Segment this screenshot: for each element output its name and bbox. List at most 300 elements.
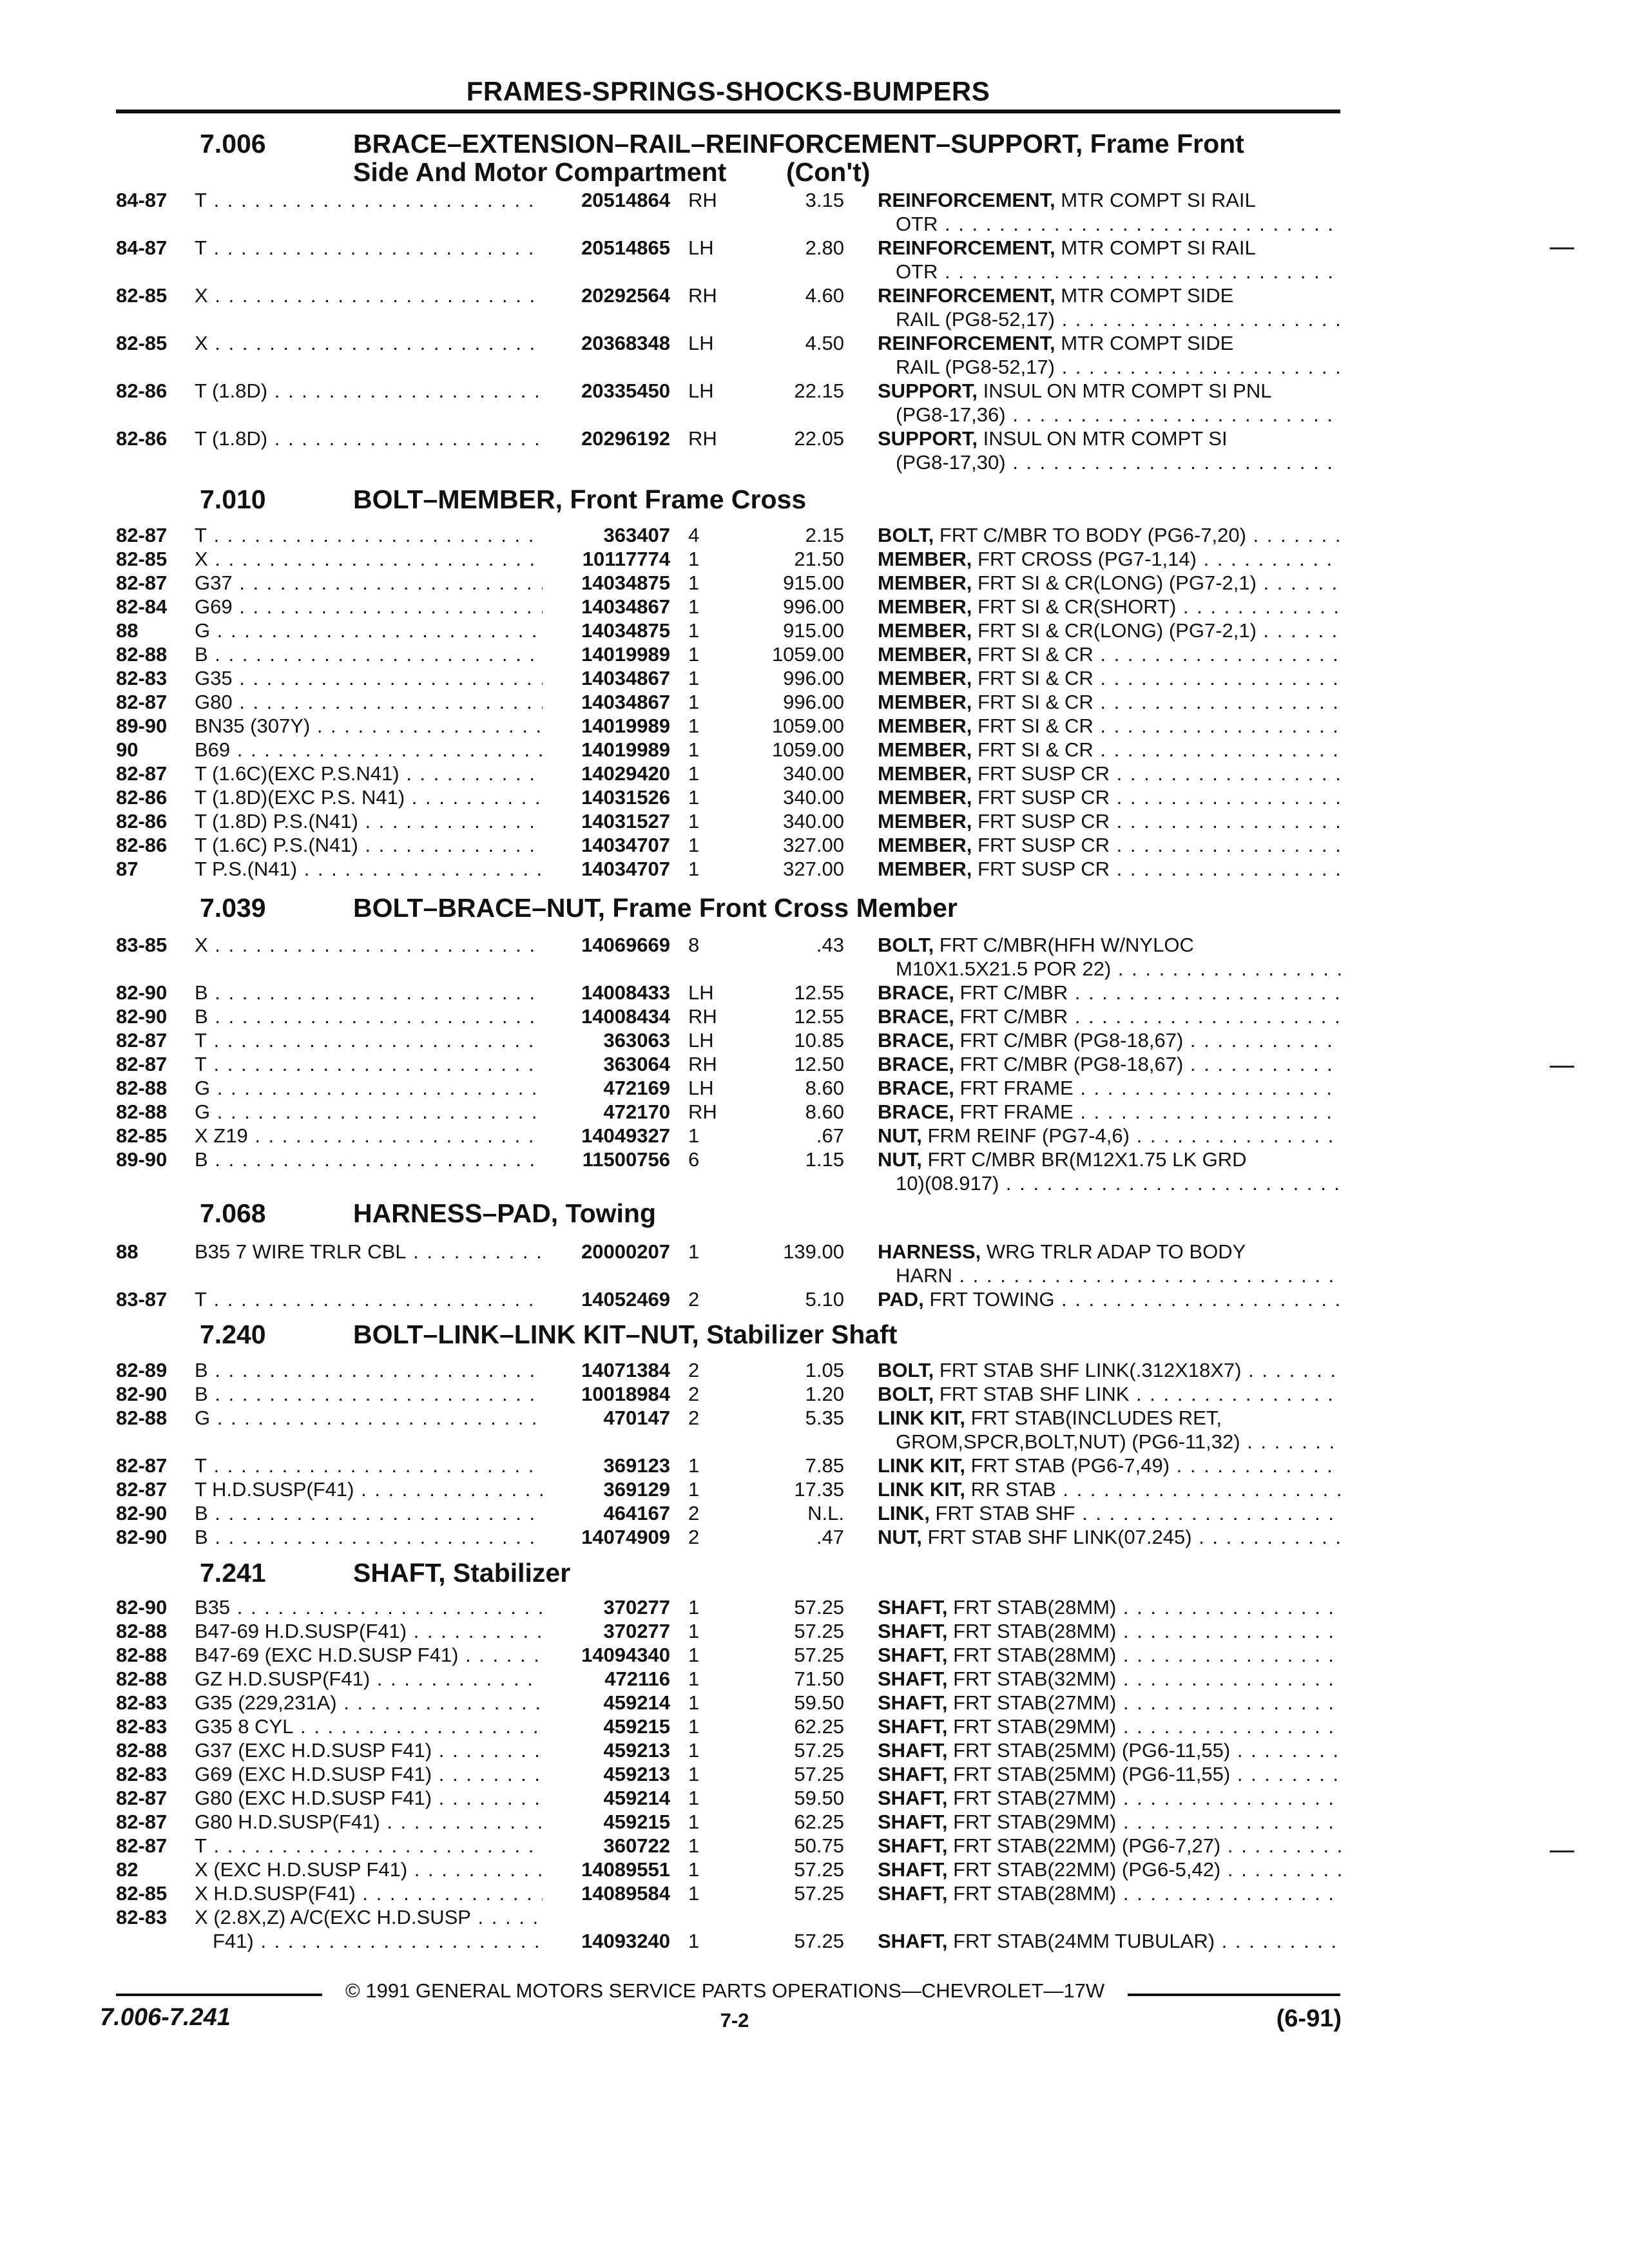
- part-number: 14094340: [581, 1644, 670, 1666]
- quantity-or-side: LH: [688, 981, 714, 1004]
- model-years: 82-88: [116, 1077, 168, 1099]
- quantity-or-side: 1: [688, 691, 700, 713]
- part-name: [878, 714, 1342, 738]
- part-number: 14089584: [581, 1882, 670, 1905]
- model-years: 82-87: [116, 1787, 168, 1809]
- part-name: [878, 284, 1342, 308]
- part-name-keyword: SHAFT,: [878, 1739, 948, 1762]
- model-years: 82-90: [116, 981, 168, 1004]
- model-years: 90: [116, 738, 139, 761]
- list-price: 327.00: [783, 834, 844, 856]
- part-name-detail: MTR COMPT SI RAIL: [1055, 236, 1256, 259]
- list-price: 12.55: [794, 1005, 844, 1028]
- list-price: 1.15: [805, 1148, 844, 1171]
- quantity-or-side: LH: [688, 236, 714, 259]
- model-years: 82-87: [116, 1478, 168, 1501]
- part-row: [0, 1004, 1629, 1030]
- model-description: G35 . . .: [195, 666, 543, 691]
- list-price: 340.00: [783, 786, 844, 809]
- model-years: 82-83: [116, 1763, 168, 1785]
- part-name-keyword: SHAFT,: [878, 1596, 948, 1619]
- part-name-detail: FRT STAB(22MM) (PG6-5,42) . . .: [948, 1858, 1342, 1881]
- model-description: T . . .: [195, 1028, 543, 1053]
- part-name-keyword: REINFORCEMENT,: [878, 236, 1055, 259]
- model-years: 82-85: [116, 548, 168, 570]
- part-name-keyword: BOLT,: [878, 934, 934, 956]
- list-price: 12.50: [794, 1053, 844, 1075]
- part-number: 14052469: [581, 1288, 670, 1311]
- model-description: X (EXC H.D.SUSP F41) . . .: [195, 1858, 543, 1882]
- part-row: [0, 188, 1629, 235]
- list-price: 4.60: [805, 284, 844, 307]
- part-number: 14008434: [581, 1005, 670, 1028]
- part-name-detail: MTR COMPT SI RAIL: [1055, 189, 1256, 211]
- part-name: [878, 1810, 1342, 1834]
- model-years: 82-90: [116, 1526, 168, 1548]
- part-name-keyword: MEMBER,: [878, 691, 972, 713]
- quantity-or-side: 1: [688, 1454, 700, 1477]
- part-name-detail: FRT STAB(28MM) . . .: [948, 1596, 1342, 1619]
- quantity-or-side: 1: [688, 1478, 700, 1501]
- quantity-or-side: 1: [688, 1667, 700, 1690]
- model-years: 82-87: [116, 524, 168, 546]
- part-name: [878, 1454, 1342, 1478]
- part-name-keyword: REINFORCEMENT,: [878, 189, 1055, 211]
- part-name-detail: FRT STAB SHF . . .: [930, 1502, 1342, 1524]
- model-years: 82-87: [116, 1454, 168, 1477]
- list-price: 59.50: [794, 1691, 844, 1714]
- model-years: 82-85: [116, 1882, 168, 1905]
- part-name-detail: WRG TRLR ADAP TO BODY: [981, 1240, 1246, 1263]
- quantity-or-side: 2: [688, 1526, 700, 1548]
- part-name-keyword: MEMBER,: [878, 738, 972, 761]
- section-number: 7.241: [200, 1558, 266, 1588]
- part-name: [878, 1358, 1342, 1383]
- part-name-detail: FRT SI & CR . . .: [972, 715, 1342, 737]
- list-price: 22.05: [794, 427, 844, 450]
- list-price: 1059.00: [771, 715, 844, 737]
- model-years: 82-85: [116, 1124, 168, 1147]
- part-row: [0, 1667, 1629, 1693]
- list-price: 57.25: [794, 1620, 844, 1642]
- list-price: 17.35: [794, 1478, 844, 1501]
- list-price: 340.00: [783, 762, 844, 785]
- part-row: [0, 1905, 1629, 1952]
- quantity-or-side: LH: [688, 1029, 714, 1052]
- quantity-or-side: 1: [688, 786, 700, 809]
- part-row: [0, 1786, 1629, 1812]
- part-row: [0, 595, 1629, 620]
- part-name-detail: FRT C/MBR BR(M12X1.75 LK GRD: [921, 1148, 1247, 1171]
- part-name: [878, 666, 1342, 691]
- quantity-or-side: 1: [688, 1240, 700, 1263]
- quantity-or-side: RH: [688, 1100, 717, 1123]
- list-price: 5.10: [805, 1288, 844, 1311]
- part-name: [878, 1287, 1342, 1312]
- part-name-keyword: MEMBER,: [878, 834, 972, 856]
- part-name: [878, 1477, 1342, 1502]
- part-name-detail: FRT SI & CR(LONG) (PG7-2,1) . . .: [972, 572, 1342, 594]
- part-name-continued: GROM,SPCR,BOLT,NUT) (PG6-11,32) . . .: [896, 1430, 1342, 1454]
- part-name-keyword: BRACE,: [878, 1029, 954, 1052]
- quantity-or-side: 1: [688, 858, 700, 880]
- list-price: 62.25: [794, 1715, 844, 1738]
- part-name: [878, 331, 1342, 356]
- quantity-or-side: 1: [688, 595, 700, 618]
- part-number: 11500756: [582, 1148, 670, 1171]
- model-description: T (1.8D) P.S.(N41) . . .: [195, 809, 543, 834]
- part-name-keyword: LINK KIT,: [878, 1407, 966, 1429]
- part-row: [0, 1858, 1629, 1883]
- part-name-keyword: SHAFT,: [878, 1882, 948, 1905]
- model-years: 84-87: [116, 236, 168, 259]
- part-name-keyword: BOLT,: [878, 524, 934, 546]
- part-name-detail: FRT STAB(25MM) (PG6-11,55) . . .: [948, 1739, 1342, 1762]
- quantity-or-side: 1: [688, 1930, 700, 1952]
- quantity-or-side: 1: [688, 572, 700, 594]
- model-years: 88: [116, 1240, 139, 1263]
- part-name-detail: FRT SI & CR . . .: [972, 667, 1342, 689]
- list-price: 50.75: [794, 1834, 844, 1857]
- part-number: 369123: [603, 1454, 670, 1477]
- quantity-or-side: RH: [688, 1005, 717, 1028]
- part-row: [0, 1406, 1629, 1453]
- model-years: 82-90: [116, 1502, 168, 1524]
- part-name: [878, 1619, 1342, 1644]
- model-years: 82-90: [116, 1383, 168, 1405]
- part-name-keyword: MEMBER,: [878, 810, 972, 832]
- model-years: 82-88: [116, 1100, 168, 1123]
- list-price: 12.55: [794, 981, 844, 1004]
- part-number: 10018984: [581, 1383, 670, 1405]
- part-name-keyword: NUT,: [878, 1526, 922, 1548]
- part-row: [0, 331, 1629, 378]
- part-name-detail: FRT STAB(INCLUDES RET,: [965, 1407, 1222, 1429]
- part-name-keyword: SHAFT,: [878, 1667, 948, 1690]
- list-price: 996.00: [783, 595, 844, 618]
- part-name-detail: FRT C/MBR TO BODY (PG6-7,20) . . .: [934, 524, 1342, 546]
- list-price: 3.15: [805, 189, 844, 211]
- list-price: 57.25: [794, 1882, 844, 1905]
- section-title: BOLT–LINK–LINK KIT–NUT, Stabilizer Shaft: [353, 1320, 898, 1349]
- part-name-detail: FRT SUSP CR . . .: [972, 786, 1342, 809]
- model-description: G69 (EXC H.D.SUSP F41) . . .: [195, 1762, 543, 1787]
- part-name-detail: FRT FRAME . . .: [954, 1100, 1342, 1123]
- part-name-keyword: MEMBER,: [878, 643, 972, 666]
- model-description: G69 . . .: [195, 595, 543, 619]
- part-name: [878, 547, 1342, 572]
- model-description: G37 . . .: [195, 571, 543, 595]
- part-number: 14034707: [581, 834, 670, 856]
- part-name-keyword: LINK KIT,: [878, 1454, 966, 1477]
- part-row: [0, 1477, 1629, 1503]
- part-name-detail: FRT STAB(29MM) . . .: [948, 1715, 1342, 1738]
- part-name-detail: FRT FRAME . . .: [954, 1077, 1342, 1099]
- model-description: G37 (EXC H.D.SUSP F41) . . .: [195, 1738, 543, 1763]
- part-name: [878, 1929, 1342, 1954]
- list-price: 915.00: [783, 572, 844, 594]
- part-row: [0, 690, 1629, 716]
- part-number: 14019989: [581, 643, 670, 666]
- model-description: G35 (229,231A) . . .: [195, 1691, 543, 1715]
- model-description: G80 (EXC H.D.SUSP F41) . . .: [195, 1786, 543, 1811]
- list-price: .47: [816, 1526, 844, 1548]
- part-number: 14071384: [581, 1359, 670, 1381]
- model-description: B47-69 H.D.SUSP(F41) . . .: [195, 1619, 543, 1644]
- part-row: [0, 738, 1629, 764]
- part-name: [878, 1004, 1342, 1029]
- part-name: [878, 1052, 1342, 1077]
- quantity-or-side: RH: [688, 189, 717, 211]
- part-name-keyword: MEMBER,: [878, 786, 972, 809]
- part-name-detail: FRM REINF (PG7-4,6) . . .: [922, 1124, 1342, 1147]
- list-price: 327.00: [783, 858, 844, 880]
- part-name: [878, 1240, 1342, 1264]
- part-name-detail: FRT C/MBR . . .: [954, 1005, 1342, 1028]
- quantity-or-side: 1: [688, 1596, 700, 1619]
- part-name-detail: MTR COMPT SIDE: [1055, 284, 1234, 307]
- section-title: HARNESS–PAD, Towing: [353, 1198, 656, 1228]
- part-name-keyword: BOLT,: [878, 1383, 934, 1405]
- part-name: [878, 762, 1342, 786]
- list-price: 2.15: [805, 524, 844, 546]
- quantity-or-side: 2: [688, 1288, 700, 1311]
- part-number: 20296192: [581, 427, 670, 450]
- part-number: 459213: [603, 1763, 670, 1785]
- section-title: BOLT–MEMBER, Front Frame Cross: [353, 485, 807, 514]
- list-price: 1.05: [805, 1359, 844, 1381]
- part-number: 14074909: [581, 1526, 670, 1548]
- model-description: T (1.6C)(EXC P.S.N41) . . .: [195, 762, 543, 786]
- part-row: [0, 1501, 1629, 1527]
- part-name-keyword: BRACE,: [878, 1053, 954, 1075]
- model-years: 87: [116, 858, 139, 880]
- part-number: 14031526: [581, 786, 670, 809]
- part-name-keyword: SHAFT,: [878, 1691, 948, 1714]
- part-row: [0, 619, 1629, 644]
- part-name-keyword: BRACE,: [878, 1077, 954, 1099]
- part-row: [0, 1100, 1629, 1126]
- part-name-detail: FRT SUSP CR . . .: [972, 762, 1342, 785]
- model-years: 82-87: [116, 1834, 168, 1857]
- model-description: X H.D.SUSP(F41) . . .: [195, 1881, 543, 1906]
- model-description: B69 . . .: [195, 738, 543, 762]
- list-price: 5.35: [805, 1407, 844, 1429]
- part-number: 459214: [603, 1787, 670, 1809]
- quantity-or-side: 1: [688, 1691, 700, 1714]
- part-row: [0, 762, 1629, 787]
- part-name-keyword: SUPPORT,: [878, 380, 978, 402]
- part-row: [0, 1810, 1629, 1836]
- part-row: [0, 1052, 1629, 1078]
- part-name-keyword: MEMBER,: [878, 858, 972, 880]
- list-price: 915.00: [783, 619, 844, 642]
- model-years: 82-87: [116, 1053, 168, 1075]
- model-years: 82-86: [116, 810, 168, 832]
- list-price: 59.50: [794, 1787, 844, 1809]
- quantity-or-side: 1: [688, 548, 700, 570]
- part-name-keyword: MEMBER,: [878, 762, 972, 785]
- part-row: [0, 1028, 1629, 1054]
- part-number: 14069669: [581, 934, 670, 956]
- margin-mark: [1550, 247, 1574, 249]
- part-row: [0, 1454, 1629, 1479]
- model-years: 82-90: [116, 1596, 168, 1619]
- footer-copyright: © 1991 GENERAL MOTORS SERVICE PARTS OPERATIONS—CHEVROLET—17W: [345, 1979, 1105, 2002]
- model-years: 89-90: [116, 1148, 168, 1171]
- part-name-keyword: SHAFT,: [878, 1644, 948, 1666]
- part-name: [878, 427, 1342, 451]
- part-number: 14093240: [581, 1930, 670, 1952]
- model-description: B . . .: [195, 1525, 543, 1550]
- part-name-keyword: NUT,: [878, 1124, 922, 1147]
- model-years: 82-88: [116, 1667, 168, 1690]
- part-number: 10117774: [582, 548, 670, 570]
- part-row: [0, 1124, 1629, 1149]
- model-description: X . . .: [195, 933, 543, 957]
- part-row: [0, 809, 1629, 835]
- quantity-or-side: 1: [688, 1124, 700, 1147]
- model-description: T P.S.(N41) . . .: [195, 857, 543, 881]
- quantity-or-side: 1: [688, 738, 700, 761]
- part-row: [0, 1881, 1629, 1907]
- section-title: SHAFT, Stabilizer: [353, 1558, 571, 1588]
- part-row: [0, 1715, 1629, 1740]
- quantity-or-side: 2: [688, 1359, 700, 1381]
- model-years: 82-83: [116, 1715, 168, 1738]
- footer-page-number: 7-2: [720, 2009, 749, 2032]
- part-name-detail: FRT SUSP CR . . .: [972, 858, 1342, 880]
- list-price: 21.50: [794, 548, 844, 570]
- model-years: 82-86: [116, 427, 168, 450]
- part-name-keyword: SHAFT,: [878, 1763, 948, 1785]
- section-number: 7.240: [200, 1320, 266, 1349]
- part-name-keyword: MEMBER,: [878, 619, 972, 642]
- part-number: 459213: [603, 1739, 670, 1762]
- part-name: [878, 1501, 1342, 1526]
- footer-date: (6-91): [1276, 2005, 1342, 2032]
- model-description: T . . .: [195, 1834, 543, 1858]
- quantity-or-side: 1: [688, 619, 700, 642]
- part-name-keyword: SHAFT,: [878, 1834, 948, 1857]
- list-price: 996.00: [783, 691, 844, 713]
- part-row: [0, 1595, 1629, 1621]
- part-name-detail: FRT STAB(25MM) (PG6-11,55) . . .: [948, 1763, 1342, 1785]
- part-number: 369129: [603, 1478, 670, 1501]
- part-row: [0, 666, 1629, 692]
- quantity-or-side: 1: [688, 810, 700, 832]
- part-name: [878, 833, 1342, 858]
- model-years: 82-86: [116, 380, 168, 402]
- part-number: 370277: [603, 1620, 670, 1642]
- model-description: T . . .: [195, 1454, 543, 1478]
- part-number: 464167: [603, 1502, 670, 1524]
- part-row: [0, 1691, 1629, 1716]
- part-number: 14029420: [581, 762, 670, 785]
- part-number: 363064: [603, 1053, 670, 1075]
- model-description: B . . .: [195, 1501, 543, 1526]
- model-description: X . . .: [195, 284, 543, 308]
- part-name: [878, 738, 1342, 762]
- part-row: [0, 1643, 1629, 1669]
- model-years: 82-86: [116, 786, 168, 809]
- model-description: G35 8 CYL . . .: [195, 1715, 543, 1739]
- model-description: T . . .: [195, 1052, 543, 1077]
- part-row: [0, 571, 1629, 597]
- list-price: 7.85: [805, 1454, 844, 1477]
- model-description: B . . .: [195, 1382, 543, 1407]
- model-description: X (2.8X,Z) A/C(EXC H.D.SUSP . . .: [195, 1905, 543, 1930]
- part-row: [0, 714, 1629, 740]
- list-price: 2.80: [805, 236, 844, 259]
- part-name-detail: FRT SI & CR . . .: [972, 738, 1342, 761]
- part-name: [878, 1382, 1342, 1407]
- part-name-keyword: HARNESS,: [878, 1240, 981, 1263]
- quantity-or-side: 1: [688, 762, 700, 785]
- part-name-detail: FRT STAB SHF LINK . . .: [934, 1383, 1342, 1405]
- part-name-keyword: SHAFT,: [878, 1858, 948, 1881]
- model-description: X . . .: [195, 547, 543, 572]
- model-description: T (1.6C) P.S.(N41) . . .: [195, 833, 543, 858]
- part-name: [878, 1643, 1342, 1667]
- part-row: [0, 1382, 1629, 1408]
- list-price: 22.15: [794, 380, 844, 402]
- section-number: 7.039: [200, 893, 266, 923]
- part-name-keyword: MEMBER,: [878, 667, 972, 689]
- part-number: 20292564: [581, 284, 670, 307]
- part-name-continued: RAIL (PG8-52,17) . . .: [896, 355, 1342, 380]
- part-name-detail: FRT STAB SHF LINK(07.245) . . .: [922, 1526, 1342, 1548]
- part-row: [0, 1619, 1629, 1645]
- part-number: 14049327: [581, 1124, 670, 1147]
- part-row: [0, 1834, 1629, 1860]
- part-name-detail: FRT SUSP CR . . .: [972, 810, 1342, 832]
- part-row: [0, 981, 1629, 1006]
- part-name-detail: FRT STAB(22MM) (PG6-7,27) . . .: [948, 1834, 1342, 1857]
- part-name: [878, 1076, 1342, 1100]
- part-number: 14034867: [581, 667, 670, 689]
- quantity-or-side: 1: [688, 715, 700, 737]
- model-years: 82-88: [116, 1407, 168, 1429]
- part-name-detail: FRT STAB(27MM) . . .: [948, 1691, 1342, 1714]
- part-name-detail: INSUL ON MTR COMPT SI PNL: [978, 380, 1272, 402]
- model-description: B35 7 WIRE TRLR CBL . . .: [195, 1240, 543, 1264]
- model-years: 82-87: [116, 691, 168, 713]
- part-name-keyword: LINK,: [878, 1502, 930, 1524]
- list-price: 340.00: [783, 810, 844, 832]
- part-name-keyword: MEMBER,: [878, 715, 972, 737]
- list-price: 1059.00: [771, 643, 844, 666]
- part-name-continued: 10)(08.917) . . .: [896, 1171, 1342, 1196]
- quantity-or-side: 1: [688, 1715, 700, 1738]
- part-row: [0, 1525, 1629, 1551]
- part-name-detail: FRT STAB(28MM) . . .: [948, 1644, 1342, 1666]
- model-description: B . . .: [195, 981, 543, 1005]
- model-description: BN35 (307Y) . . .: [195, 714, 543, 738]
- model-years: 82-87: [116, 1811, 168, 1833]
- model-description: T . . .: [195, 188, 543, 213]
- section-continued-label: (Con't): [786, 157, 871, 187]
- model-years: 82-88: [116, 1620, 168, 1642]
- part-number: 20514864: [581, 189, 670, 211]
- part-name-continued: RAIL (PG8-52,17) . . .: [896, 307, 1342, 332]
- model-years: 88: [116, 619, 139, 642]
- part-number: 472169: [603, 1077, 670, 1099]
- quantity-or-side: 1: [688, 1739, 700, 1762]
- part-name-continued: (PG8-17,36) . . .: [896, 403, 1342, 427]
- quantity-or-side: 4: [688, 524, 700, 546]
- part-name: [878, 1881, 1342, 1906]
